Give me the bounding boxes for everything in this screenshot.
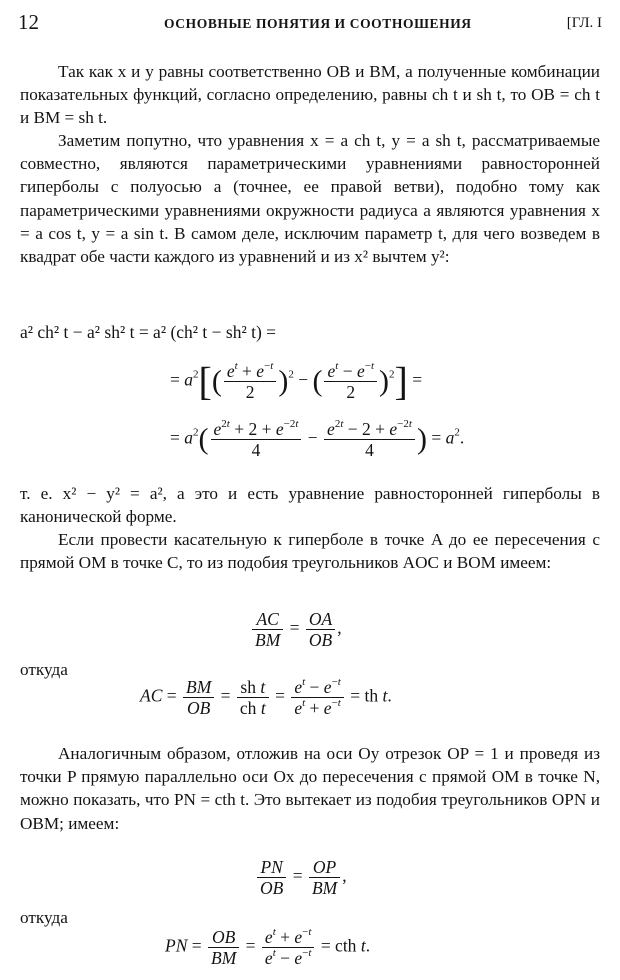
paragraph-3: т. е. x² − y² = a², а это и есть уравнение равносторонней гиперболы в канонической форме. bbox=[20, 484, 600, 527]
equation-6: $\frac{PN}{OB}$ = $\frac{OP}{BM}$ , bbox=[255, 858, 347, 897]
paragraph-4: Если провести касательную к гиперболе в точке A до ее пересечения с прямой OM в точке C, то из подобия треугольников AOC и BOM имеем: bbox=[20, 530, 600, 573]
page-header bbox=[18, 10, 602, 34]
running-title: ОСНОВНЫЕ ПОНЯТИЯ И СООТНОШЕНИЯ bbox=[164, 16, 472, 31]
paragraph-5: Аналогичным образом, отложив на оси Oy отрезок OP = 1 и проведя из точки P прямую параллельно оси Ox до пересечения с прямой OM в точке N, можно показать, что PN = cth t. Это вытекает из подобия треугольников OPN и OBM; имеем: bbox=[20, 744, 600, 833]
text-otkuda-2: откуда bbox=[20, 908, 68, 927]
equation-3: = $a^2$( $\frac{e^{2t} + 2 + e^{-2t}}{4}$ − $\frac{e^{2t} - 2 + e^{-2t}}{4}$ ) = $a^2$. bbox=[170, 418, 465, 460]
chapter-marker: [ГЛ. I bbox=[566, 15, 602, 31]
equation-7: PN = $\frac{OB}{BM}$ = $\frac{e^t + e^{-t}}{e^t - e^{-t}}$ = cth t. bbox=[165, 926, 371, 968]
equation-1: a² ch² t − a² sh² t = a² (ch² t − sh² t) = bbox=[20, 322, 277, 342]
equation-4: $\frac{AC}{BM}$ = $\frac{OA}{OB}$ , bbox=[250, 610, 342, 649]
page-number: 12 bbox=[18, 10, 39, 34]
paragraph-1: Так как x и y равны соответственно OB и BM, а полученные комбинации показательных функций, согласно определению, равны ch t и sh t, то OB = ch t и BM = sh t. bbox=[20, 62, 600, 128]
text-otkuda-1: откуда bbox=[20, 660, 68, 679]
equation-5: AC = $\frac{BM}{OB}$ = $\frac{\text{sh t}}{\text{ch t}}$ = $\frac{e^t - e^{-t}}{e^t + e^{-t}}$ = th t. bbox=[140, 676, 392, 718]
paragraph-2: Заметим попутно, что уравнения x = a ch t, y = a sh t, рассматриваемые совместно, являются параметрическими уравнениями равносторонней гиперболы с полуосью a (точнее, ее правой ветви), подобно тому как параметрическими уравнениями окружности радиуса a являются уравнения x = a cos t, y = a sin t. В самом деле, исключим параметр t, для чего возведем в квадрат обе части каждого из уравнений и из x² вычтем y²: bbox=[20, 131, 600, 267]
equation-2: = $a^2$[( $\frac{e^t + e^{-t}}{2}$ )$^2$ − ( $\frac{e^t - e^{-t}}{2}$ )$^2$] = bbox=[170, 358, 423, 404]
